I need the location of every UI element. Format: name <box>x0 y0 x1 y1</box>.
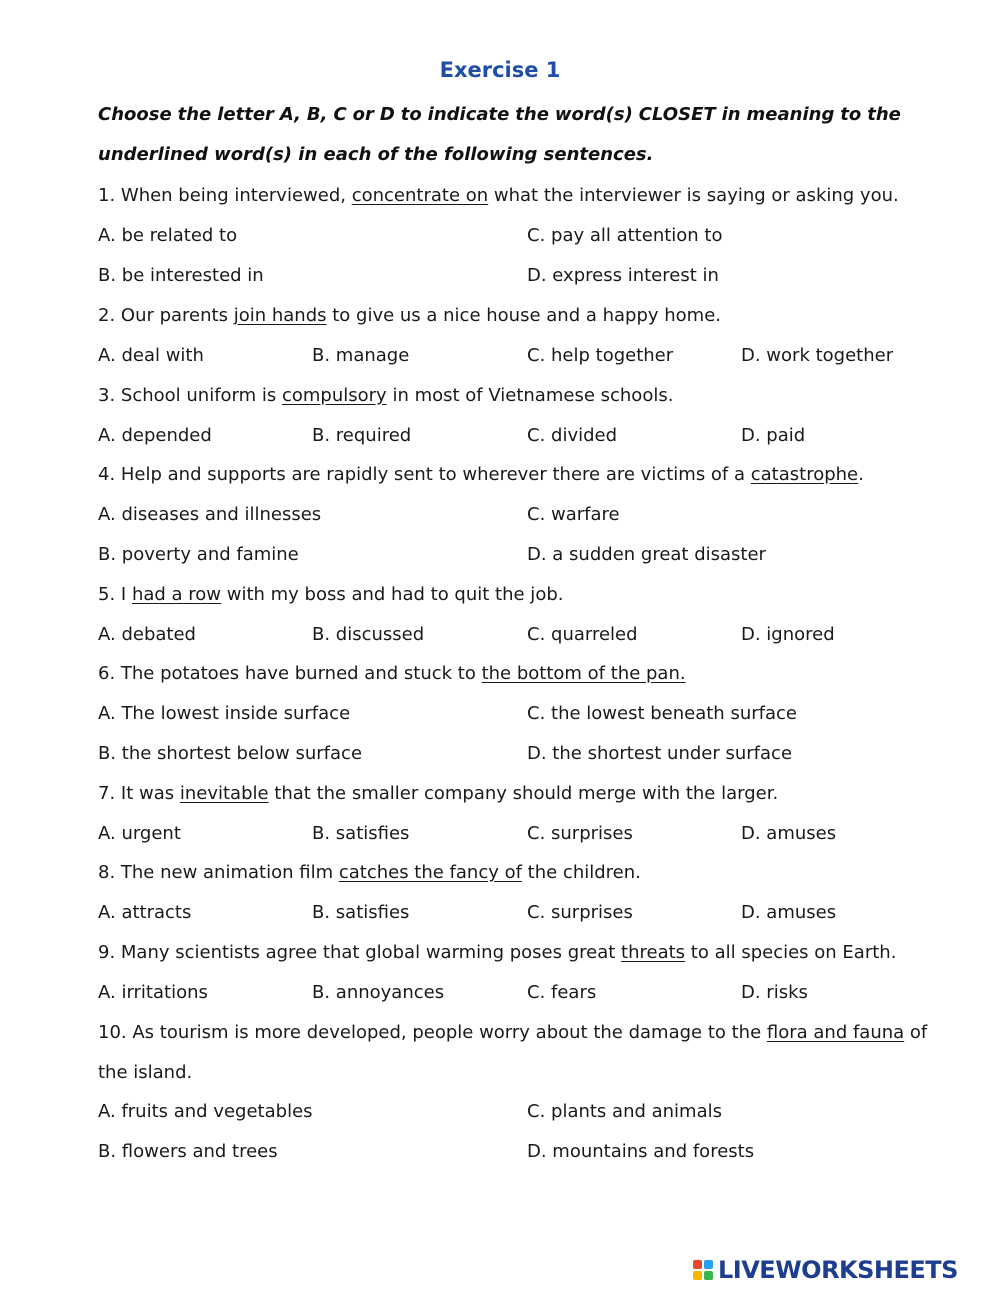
question-5: 5. I had a row with my boss and had to quit the job. <box>98 584 564 605</box>
option-b[interactable]: B. poverty and famine <box>98 544 299 565</box>
underlined-phrase: join hands <box>233 305 327 326</box>
option-c[interactable]: C. surprises <box>527 902 633 923</box>
option-b[interactable]: B. be interested in <box>98 265 264 286</box>
option-b[interactable]: B. the shortest below surface <box>98 743 363 764</box>
question-1: 1. When being interviewed, concentrate on what the interviewer is saying or asking you. <box>98 185 899 206</box>
logo-mark-icon <box>693 1260 713 1280</box>
option-c[interactable]: C. warfare <box>527 504 620 525</box>
option-c[interactable]: C. pay all attention to <box>527 225 723 246</box>
underlined-phrase: threats <box>621 942 686 963</box>
question-4: 4. Help and supports are rapidly sent to wherever there are victims of a catastrophe. <box>98 464 864 485</box>
option-c[interactable]: C. surprises <box>527 823 633 844</box>
option-d[interactable]: D. express interest in <box>527 265 719 286</box>
option-a[interactable]: A. attracts <box>98 902 192 923</box>
option-a[interactable]: A. deal with <box>98 345 204 366</box>
underlined-phrase: catches the fancy of <box>338 862 522 883</box>
underlined-phrase: the bottom of the pan. <box>481 663 686 684</box>
question-6: 6. The potatoes have burned and stuck to the bottom of the pan. <box>98 663 686 684</box>
option-a[interactable]: A. diseases and illnesses <box>98 504 322 525</box>
option-d[interactable]: D. risks <box>741 982 808 1003</box>
underlined-phrase: flora and fauna <box>766 1022 905 1043</box>
option-b[interactable]: B. satisfies <box>312 823 410 844</box>
option-b[interactable]: B. manage <box>312 345 410 366</box>
underlined-phrase: inevitable <box>179 783 269 804</box>
option-d[interactable]: D. mountains and forests <box>527 1141 755 1162</box>
question-9: 9. Many scientists agree that global warming poses great threats to all species on Earth. <box>98 942 897 963</box>
liveworksheets-logo <box>693 1254 958 1286</box>
question-10-continuation: the island. <box>98 1062 193 1083</box>
underlined-phrase: had a row <box>131 584 222 605</box>
option-d[interactable]: D. amuses <box>741 823 837 844</box>
option-c[interactable]: C. quarreled <box>527 624 638 645</box>
option-a[interactable]: A. depended <box>98 425 212 446</box>
option-c[interactable]: C. help together <box>527 345 674 366</box>
instructions-line-1: Choose the letter A, B, C or D to indicate the word(s) CLOSET in meaning to the <box>98 104 901 125</box>
option-a[interactable]: A. be related to <box>98 225 238 246</box>
option-b[interactable]: B. flowers and trees <box>98 1141 278 1162</box>
question-8: 8. The new animation film catches the fancy of the children. <box>98 862 641 883</box>
underlined-phrase: compulsory <box>281 385 387 406</box>
option-a[interactable]: A. irritations <box>98 982 208 1003</box>
option-c[interactable]: C. the lowest beneath surface <box>527 703 797 724</box>
option-a[interactable]: A. fruits and vegetables <box>98 1101 313 1122</box>
option-d[interactable]: D. paid <box>741 425 806 446</box>
option-d[interactable]: D. amuses <box>741 902 837 923</box>
instructions-line-2: underlined word(s) in each of the following sentences. <box>98 144 654 165</box>
option-a[interactable]: A. debated <box>98 624 196 645</box>
exercise-title: Exercise 1 <box>439 58 561 82</box>
option-c[interactable]: C. plants and animals <box>527 1101 723 1122</box>
option-b[interactable]: B. required <box>312 425 412 446</box>
option-b[interactable]: B. satisfies <box>312 902 410 923</box>
question-7: 7. It was inevitable that the smaller company should merge with the larger. <box>98 783 779 804</box>
question-3: 3. School uniform is compulsory in most of Vietnamese schools. <box>98 385 674 406</box>
option-a[interactable]: A. urgent <box>98 823 181 844</box>
option-b[interactable]: B. discussed <box>312 624 425 645</box>
option-b[interactable]: B. annoyances <box>312 982 445 1003</box>
option-d[interactable]: D. ignored <box>741 624 835 645</box>
option-d[interactable]: D. work together <box>741 345 894 366</box>
question-2: 2. Our parents join hands to give us a nice house and a happy home. <box>98 305 722 326</box>
question-10: 10. As tourism is more developed, people worry about the damage to the flora and fauna of <box>98 1022 928 1043</box>
underlined-phrase: catastrophe <box>750 464 859 485</box>
option-c[interactable]: C. divided <box>527 425 618 446</box>
option-c[interactable]: C. fears <box>527 982 597 1003</box>
option-d[interactable]: D. a sudden great disaster <box>527 544 766 565</box>
option-d[interactable]: D. the shortest under surface <box>527 743 793 764</box>
underlined-phrase: concentrate on <box>351 185 489 206</box>
logo-text: LIVEWORKSHEETS <box>718 1256 958 1284</box>
option-a[interactable]: A. The lowest inside surface <box>98 703 351 724</box>
